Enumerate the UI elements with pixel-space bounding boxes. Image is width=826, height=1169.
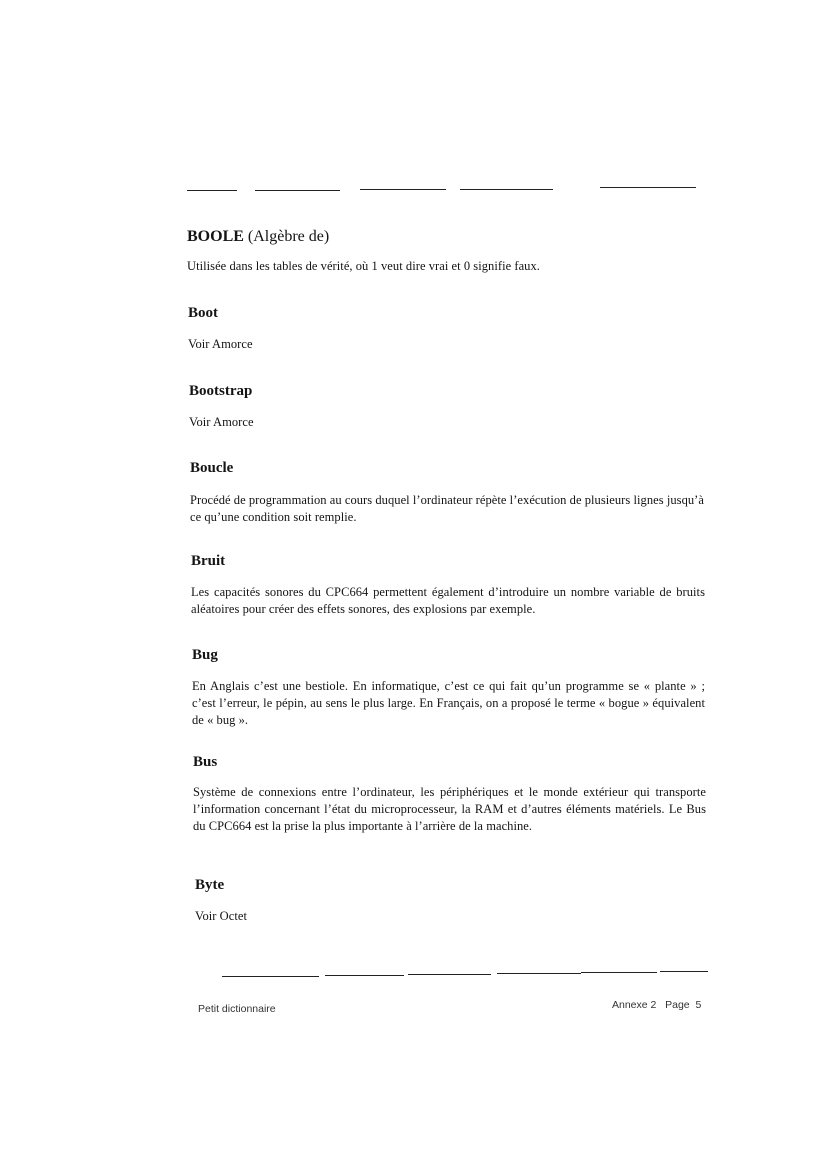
footer-left: Petit dictionnaire [198,1003,276,1015]
bottom-rule [581,972,657,973]
dictionary-entry [191,552,705,618]
top-rule [187,190,237,191]
entry-term: Bootstrap [189,383,253,399]
entry-definition: Voir Octet [195,909,247,923]
dictionary-entry [192,646,705,729]
entry-definition: Utilisée dans les tables de vérité, où 1 veut dire vrai et 0 signifie faux. [187,259,540,273]
dictionary-entry [187,228,707,275]
entry-term: Bug [192,647,218,663]
entry-definition: Voir Amorce [189,415,254,429]
bottom-rule [660,971,708,972]
entry-definition: Les capacités sonores du CPC664 permettent également d’introduire un nombre variable de bruits aléatoires pour créer des effets sonores, des explosions par exemple. [191,585,705,616]
entry-term: Bruit [191,553,226,569]
entry-term-suffix: (Algèbre de) [247,228,330,245]
bottom-rule [408,974,491,975]
entry-term-name: BOOLE [187,228,244,245]
bottom-rule [497,973,581,974]
entry-definition: Procédé de programmation au cours duquel l’ordinateur répète l’exécution de plusieurs lignes jusqu’à ce qu’une condition soit remplie. [190,493,704,524]
bottom-rule [222,976,319,977]
top-rule [600,187,696,188]
entry-definition: Voir Amorce [188,337,253,351]
footer-page-number: Annexe 2 Page 5 [612,999,702,1011]
dictionary-entry [190,459,704,526]
top-rule [360,189,446,190]
entry-definition: Système de connexions entre l’ordinateur, les périphériques et le monde extérieur qui transporte l’information concernant l’état du microprocesseur, la RAM et d’autres éléments matériels. Le Bus du CPC664 est la prise la plus importante à l’arrière de la machine. [193,785,706,833]
dictionary-entry [195,876,715,925]
entry-definition: En Anglais c’est une bestiole. En informatique, c’est ce qui fait qu’un programme se « plante » ; c’est l’erreur, le pépin, au sens le plus large. En Français, on a proposé le terme « bogue » équivalent de « bug ». [192,679,705,727]
entry-term: Boucle [190,460,234,476]
bottom-rule [325,975,404,976]
entry-term: Boot [188,305,218,321]
dictionary-entry [193,753,706,835]
entry-term: Bus [193,754,218,770]
top-rule [255,190,340,191]
dictionary-entry [189,382,709,431]
entry-term [187,228,707,246]
top-rule [460,189,553,190]
entry-term: Byte [195,877,225,893]
dictionary-entry [188,304,708,353]
